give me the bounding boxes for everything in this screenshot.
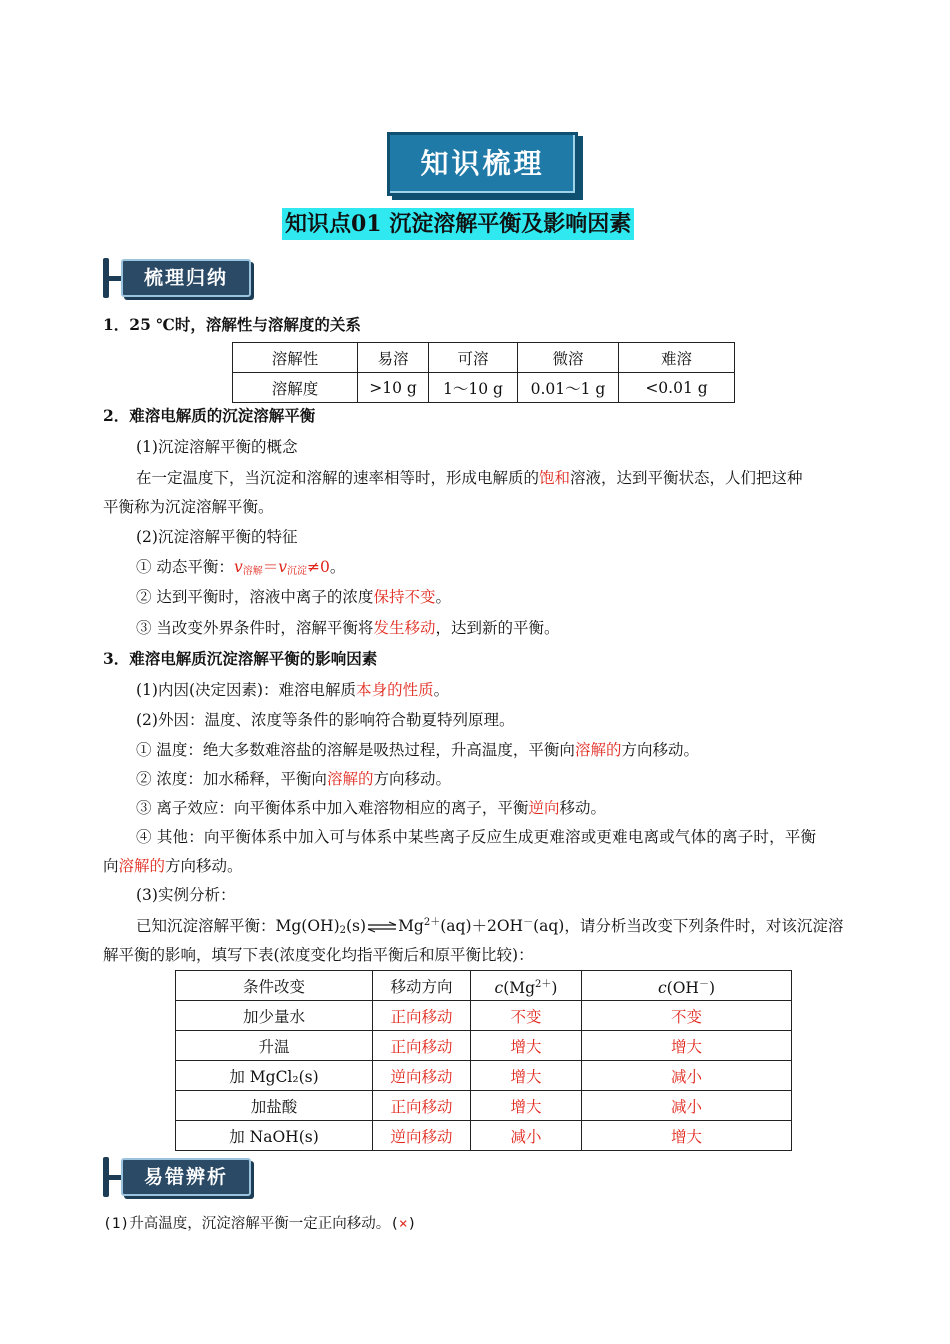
s3-p9: 已知沉淀溶解平衡：$Mg(OH)_2(s)$ $Mg^{2+}(aq)+2OH^-(aq)$，请分析当改变下列条件时，对该沉淀溶 (136, 917, 844, 936)
s2-p4: (2)沉淀溶解平衡的特征 (136, 528, 298, 546)
table-row (176, 1091, 792, 1121)
t2-cond: 加 NaOH(s) (176, 1121, 373, 1151)
tag-error-analysis (103, 1157, 253, 1197)
t2-cond: 升温 (176, 1031, 373, 1061)
section-1-title: 1．25 ℃时，溶解性与溶解度的关系 (103, 315, 361, 334)
knowledge-point-title: 知识点01 沉淀溶解平衡及影响因素 (282, 208, 634, 240)
s3-p5: ③ 离子效应：向平衡体系中加入难溶物相应的离子，平衡逆向移动。 (136, 799, 606, 817)
t2-dir: 逆向移动 (373, 1061, 471, 1091)
t1-cell: 溶解性 (233, 343, 358, 373)
t1-cell: 微溶 (518, 343, 619, 373)
t2-cond: 加盐酸 (176, 1091, 373, 1121)
tag-error-analysis-label: 易错辨析 (121, 1158, 251, 1196)
t1-cell: >10 g (358, 373, 429, 403)
equilibrium-table (175, 970, 792, 1151)
table-row (176, 1001, 792, 1031)
t2-mg: 增大 (471, 1061, 582, 1091)
s2-p3: 平衡称为沉淀溶解平衡。 (103, 498, 274, 516)
s3-p1: (1)内因(决定因素)：难溶电解质本身的性质。 (136, 681, 450, 699)
s2-p6: ② 达到平衡时，溶液中离子的浓度保持不变。 (136, 588, 451, 606)
t2-header-cell: c(OH－) (582, 971, 792, 1001)
t2-mg: 不变 (471, 1001, 582, 1031)
tag-summary (103, 258, 253, 298)
s3-p4: ② 浓度：加水稀释，平衡向溶解的方向移动。 (136, 770, 451, 788)
t2-cond: 加少量水 (176, 1001, 373, 1031)
t2-header-cell: $c(Mg^{2+})$ (471, 971, 582, 1001)
t1-cell: 可溶 (429, 343, 518, 373)
s2-p2: 在一定温度下，当沉淀和溶解的速率相等时，形成电解质的饱和溶液，达到平衡状态，人们把这种 (136, 469, 803, 487)
t2-oh: 不变 (582, 1001, 792, 1031)
solubility-table (232, 342, 735, 403)
s3-p10: 解平衡的影响，填写下表(浓度变化均指平衡后和原平衡比较)： (103, 946, 534, 964)
t2-cond: 加 MgCl₂(s) (176, 1061, 373, 1091)
t1-cell: <0.01 g (619, 373, 735, 403)
t2-dir: 正向移动 (373, 1031, 471, 1061)
table-row (176, 1031, 792, 1061)
s3-p6: ④ 其他：向平衡体系中加入可与体系中某些离子反应生成更难溶或更难电离或气体的离子时，平衡 (136, 828, 817, 846)
t2-dir: 正向移动 (373, 1091, 471, 1121)
t2-mg: 增大 (471, 1091, 582, 1121)
equilibrium-arrow-icon (367, 921, 397, 933)
t2-header-cell: 移动方向 (373, 971, 471, 1001)
t1-cell: 1～10 g (429, 373, 518, 403)
section-2-title: 2．难溶电解质的沉淀溶解平衡 (103, 406, 316, 425)
s3-p7: 向溶解的方向移动。 (103, 857, 243, 875)
t2-dir: 逆向移动 (373, 1121, 471, 1151)
t2-mg: 增大 (471, 1031, 582, 1061)
t1-cell: 易溶 (358, 343, 429, 373)
t2-oh: 减小 (582, 1091, 792, 1121)
error-item-1: (1)升高温度，沉淀溶解平衡一定正向移动。(×) (103, 1216, 417, 1232)
t1-cell: 0.01～1 g (518, 373, 619, 403)
section-3-title: 3．难溶电解质沉淀溶解平衡的影响因素 (103, 649, 378, 668)
table-row (176, 1061, 792, 1091)
t2-oh: 增大 (582, 1121, 792, 1151)
t1-cell: 溶解度 (233, 373, 358, 403)
s2-p7: ③ 当改变外界条件时，溶解平衡将发生移动，达到新的平衡。 (136, 619, 560, 637)
t1-cell: 难溶 (619, 343, 735, 373)
s3-p3: ① 温度：绝大多数难溶盐的溶解是吸热过程，升高温度，平衡向溶解的方向移动。 (136, 741, 699, 759)
t2-oh: 减小 (582, 1061, 792, 1091)
table-row (176, 1121, 792, 1151)
s2-p1: (1)沉淀溶解平衡的概念 (136, 438, 298, 456)
s2-p5: ① 动态平衡：$v_{溶解}=v_{沉淀}\ne 0$。 (136, 558, 346, 577)
t2-dir: 正向移动 (373, 1001, 471, 1031)
s3-p2: (2)外因：温度、浓度等条件的影响符合勒夏特列原理。 (136, 711, 515, 729)
section-banner: 知识梳理 (387, 132, 578, 196)
tag-summary-label: 梳理归纳 (121, 259, 251, 297)
t2-header-cell: 条件改变 (176, 971, 373, 1001)
t2-oh: 增大 (582, 1031, 792, 1061)
s3-p8: (3)实例分析： (136, 886, 236, 904)
t2-mg: 减小 (471, 1121, 582, 1151)
